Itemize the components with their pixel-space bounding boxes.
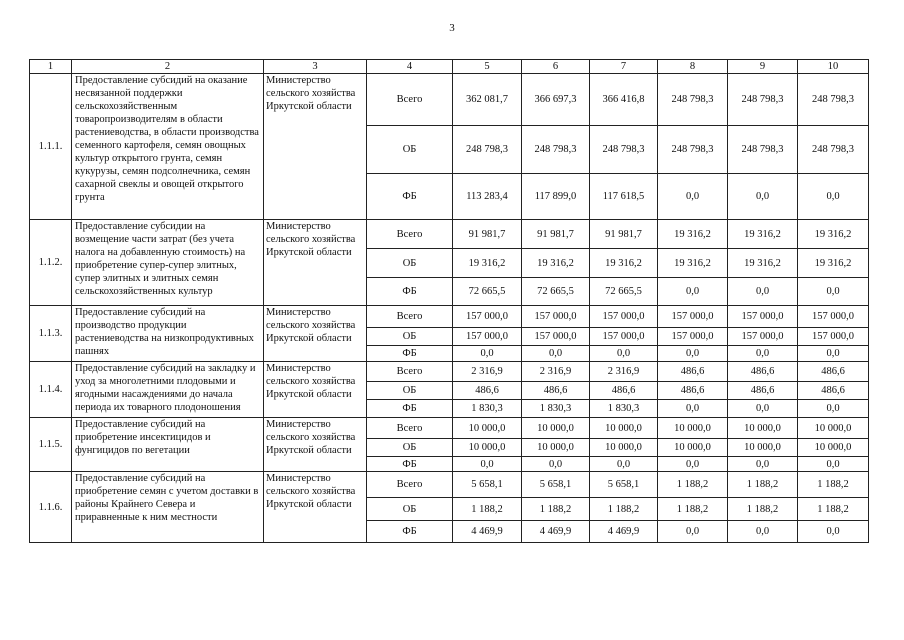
amount-cell: 5 658,1 [453,472,522,498]
amount-cell: 4 469,9 [590,521,658,543]
amount-cell: 0,0 [798,174,869,220]
amount-cell: 157 000,0 [522,328,590,346]
amount-cell: 10 000,0 [453,418,522,439]
amount-cell: 157 000,0 [590,328,658,346]
amount-cell: 0,0 [658,174,728,220]
amount-cell: 0,0 [522,457,590,472]
amount-cell: 157 000,0 [453,306,522,328]
amount-cell: 0,0 [590,457,658,472]
amount-cell: 248 798,3 [728,74,798,126]
amount-cell: 1 188,2 [658,498,728,521]
amount-cell: 19 316,2 [658,249,728,278]
funding-source: Всего [367,472,453,498]
measure-description: Предоставление субсидий на закладку и уход за многолетними плодовыми и ягодными насаждениями до начала периода их товарного плодоношения [72,362,264,418]
amount-cell: 19 316,2 [453,249,522,278]
amount-cell: 362 081,7 [453,74,522,126]
amount-cell: 0,0 [522,346,590,362]
amount-cell: 248 798,3 [728,126,798,174]
amount-cell: 157 000,0 [798,328,869,346]
funding-source: ФБ [367,174,453,220]
column-number: 7 [590,60,658,74]
amount-cell: 0,0 [453,346,522,362]
amount-cell: 0,0 [590,346,658,362]
amount-cell: 366 416,8 [590,74,658,126]
funding-source: ОБ [367,498,453,521]
funding-source: ФБ [367,400,453,418]
row-number: 1.1.5. [30,418,72,472]
amount-cell: 1 188,2 [798,498,869,521]
amount-cell: 157 000,0 [453,328,522,346]
column-number: 10 [798,60,869,74]
amount-cell: 19 316,2 [658,220,728,249]
table-row [30,418,869,439]
amount-cell: 2 316,9 [522,362,590,382]
amount-cell: 0,0 [658,400,728,418]
amount-cell: 248 798,3 [658,74,728,126]
amount-cell: 486,6 [590,382,658,400]
subsidy-table [29,59,869,543]
amount-cell: 1 188,2 [658,472,728,498]
table-row [30,74,869,126]
amount-cell: 10 000,0 [590,418,658,439]
responsible-ministry: Министерство сельского хозяйства Иркутской области [264,220,367,306]
row-number: 1.1.3. [30,306,72,362]
amount-cell: 157 000,0 [798,306,869,328]
amount-cell: 1 188,2 [728,472,798,498]
amount-cell: 0,0 [798,457,869,472]
measure-description: Предоставление субсидии на возмещение части затрат (без учета налога на добавленную стоимость) на приобретение супер-супер элитных, супер элитных и элитных семян сельскохозяйственных культур [72,220,264,306]
amount-cell: 5 658,1 [590,472,658,498]
amount-cell: 486,6 [798,362,869,382]
table-row [30,306,869,328]
measure-description: Предоставление субсидий на производство продукции растениеводства на низкопродуктивных пашнях [72,306,264,362]
amount-cell: 157 000,0 [728,328,798,346]
amount-cell: 10 000,0 [798,418,869,439]
amount-cell: 10 000,0 [728,439,798,457]
amount-cell: 10 000,0 [658,439,728,457]
amount-cell: 91 981,7 [453,220,522,249]
amount-cell: 19 316,2 [728,249,798,278]
row-number: 1.1.6. [30,472,72,543]
amount-cell: 248 798,3 [522,126,590,174]
amount-cell: 10 000,0 [728,418,798,439]
amount-cell: 486,6 [658,382,728,400]
amount-cell: 0,0 [728,400,798,418]
funding-source: ОБ [367,382,453,400]
amount-cell: 19 316,2 [728,220,798,249]
amount-cell: 0,0 [728,278,798,306]
amount-cell: 486,6 [798,382,869,400]
column-number: 4 [367,60,453,74]
amount-cell: 19 316,2 [522,249,590,278]
funding-source: ОБ [367,249,453,278]
amount-cell: 10 000,0 [590,439,658,457]
column-number-row [30,60,869,74]
amount-cell: 72 665,5 [522,278,590,306]
funding-source: Всего [367,362,453,382]
amount-cell: 19 316,2 [798,249,869,278]
amount-cell: 72 665,5 [453,278,522,306]
amount-cell: 157 000,0 [728,306,798,328]
column-number: 5 [453,60,522,74]
amount-cell: 0,0 [728,521,798,543]
table-row [30,472,869,498]
funding-source: ФБ [367,346,453,362]
amount-cell: 1 188,2 [728,498,798,521]
amount-cell: 486,6 [728,382,798,400]
measure-description: Предоставление субсидий на приобретение инсектицидов и фунгицидов по вегетации [72,418,264,472]
amount-cell: 113 283,4 [453,174,522,220]
amount-cell: 0,0 [798,400,869,418]
amount-cell: 248 798,3 [798,74,869,126]
amount-cell: 2 316,9 [453,362,522,382]
table-row [30,220,869,249]
column-number: 2 [72,60,264,74]
row-number: 1.1.4. [30,362,72,418]
amount-cell: 248 798,3 [590,126,658,174]
funding-source: ОБ [367,328,453,346]
amount-cell: 248 798,3 [658,126,728,174]
funding-source: Всего [367,306,453,328]
amount-cell: 0,0 [798,521,869,543]
column-number: 3 [264,60,367,74]
funding-source: Всего [367,220,453,249]
amount-cell: 10 000,0 [658,418,728,439]
amount-cell: 157 000,0 [590,306,658,328]
amount-cell: 10 000,0 [798,439,869,457]
amount-cell: 486,6 [522,382,590,400]
amount-cell: 486,6 [728,362,798,382]
funding-source: ФБ [367,521,453,543]
funding-source: ФБ [367,457,453,472]
funding-source: ОБ [367,126,453,174]
column-number: 9 [728,60,798,74]
amount-cell: 117 618,5 [590,174,658,220]
amount-cell: 0,0 [658,457,728,472]
amount-cell: 91 981,7 [522,220,590,249]
amount-cell: 117 899,0 [522,174,590,220]
page-number: 3 [449,22,455,34]
amount-cell: 0,0 [658,278,728,306]
amount-cell: 248 798,3 [453,126,522,174]
amount-cell: 2 316,9 [590,362,658,382]
responsible-ministry: Министерство сельского хозяйства Иркутской области [264,418,367,472]
amount-cell: 157 000,0 [658,328,728,346]
amount-cell: 0,0 [728,174,798,220]
amount-cell: 5 658,1 [522,472,590,498]
amount-cell: 1 188,2 [590,498,658,521]
amount-cell: 157 000,0 [658,306,728,328]
amount-cell: 0,0 [453,457,522,472]
amount-cell: 157 000,0 [522,306,590,328]
amount-cell: 1 188,2 [453,498,522,521]
amount-cell: 10 000,0 [522,418,590,439]
amount-cell: 486,6 [658,362,728,382]
measure-description: Предоставление субсидий на приобретение семян с учетом доставки в районы Крайнего Севера и приравненные к ним местности [72,472,264,543]
amount-cell: 248 798,3 [798,126,869,174]
column-number: 6 [522,60,590,74]
amount-cell: 0,0 [798,346,869,362]
row-number: 1.1.2. [30,220,72,306]
responsible-ministry: Министерство сельского хозяйства Иркутской области [264,362,367,418]
funding-source: Всего [367,74,453,126]
amount-cell: 4 469,9 [453,521,522,543]
funding-source: Всего [367,418,453,439]
amount-cell: 19 316,2 [590,249,658,278]
amount-cell: 366 697,3 [522,74,590,126]
funding-source: ФБ [367,278,453,306]
row-number: 1.1.1. [30,74,72,220]
amount-cell: 0,0 [728,346,798,362]
amount-cell: 1 830,3 [453,400,522,418]
responsible-ministry: Министерство сельского хозяйства Иркутской области [264,306,367,362]
table-row [30,362,869,382]
funding-source: ОБ [367,439,453,457]
column-number: 8 [658,60,728,74]
amount-cell: 10 000,0 [453,439,522,457]
amount-cell: 486,6 [453,382,522,400]
amount-cell: 1 188,2 [522,498,590,521]
measure-description: Предоставление субсидий на оказание несвязанной поддержки сельскохозяйственным товаропроизводителям в области растениеводства, в области производства семенного картофеля, семян овощных культур открытого грунта, семян кукурузы, семян подсолнечника, семян сахарной свеклы и овощей открытого грунта [72,74,264,220]
amount-cell: 0,0 [728,457,798,472]
amount-cell: 1 830,3 [522,400,590,418]
responsible-ministry: Министерство сельского хозяйства Иркутской области [264,74,367,220]
amount-cell: 0,0 [658,346,728,362]
amount-cell: 4 469,9 [522,521,590,543]
amount-cell: 0,0 [658,521,728,543]
amount-cell: 91 981,7 [590,220,658,249]
amount-cell: 0,0 [798,278,869,306]
amount-cell: 19 316,2 [798,220,869,249]
amount-cell: 1 188,2 [798,472,869,498]
responsible-ministry: Министерство сельского хозяйства Иркутской области [264,472,367,543]
amount-cell: 1 830,3 [590,400,658,418]
column-number: 1 [30,60,72,74]
amount-cell: 10 000,0 [522,439,590,457]
amount-cell: 72 665,5 [590,278,658,306]
